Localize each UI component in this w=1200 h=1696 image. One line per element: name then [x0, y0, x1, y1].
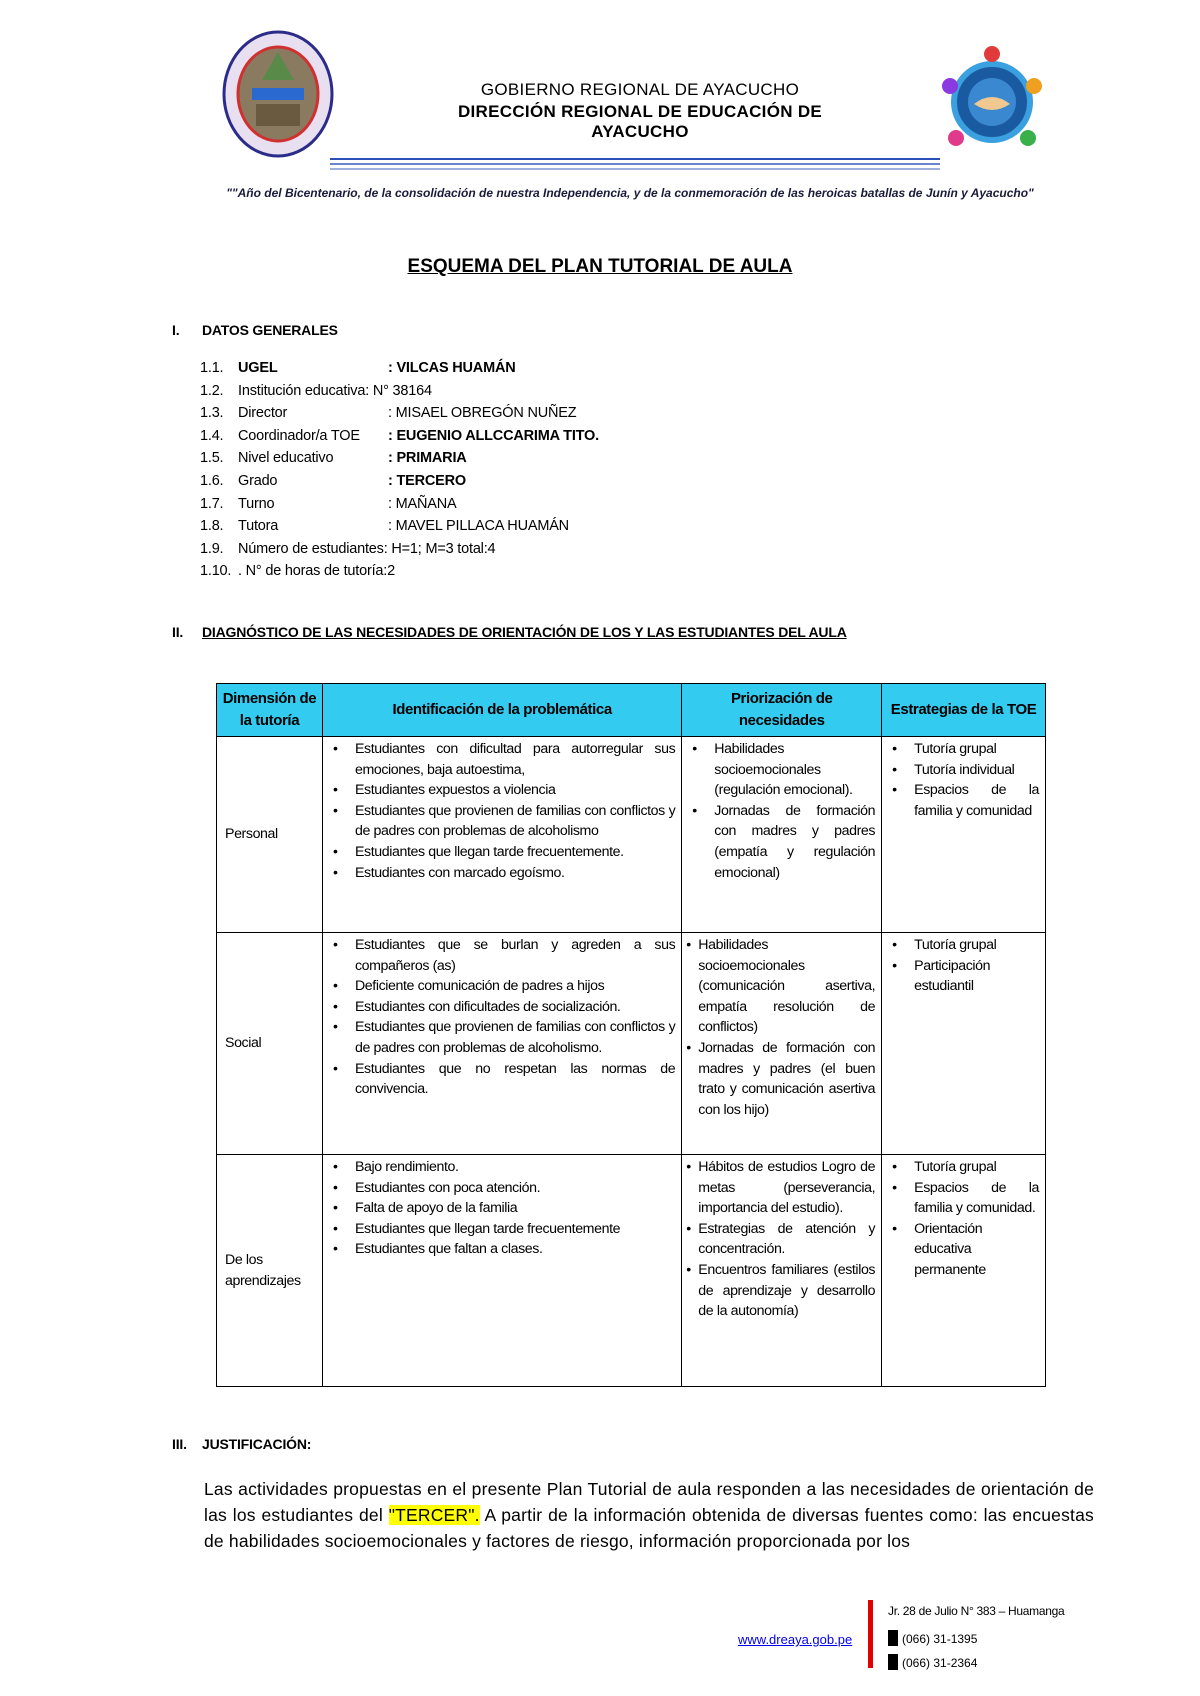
needs-cell — [682, 933, 882, 1155]
grade-highlight: "TERCER". — [388, 1505, 480, 1525]
dimension-cell: Social — [217, 933, 323, 1155]
list-item: • Jornadas de formación con madres y padres (empatía y regulación emocional) — [714, 801, 875, 883]
strategies-cell — [882, 737, 1046, 933]
section-1-title: DATOS GENERALES — [202, 322, 338, 338]
ugel-logo — [222, 30, 334, 158]
list-item: • Estudiantes con dificultades de socialización. — [355, 997, 675, 1018]
section-3-heading — [172, 1436, 311, 1452]
list-item: • Deficiente comunicación de padres a hijos — [355, 976, 675, 997]
table-row — [217, 933, 1046, 1155]
section-2-number: II. — [172, 624, 184, 640]
problems-cell — [322, 1155, 681, 1387]
general-item: 1.1. UGEL : VILCAS HUAMÁN — [200, 360, 516, 376]
dimension-cell: Personal — [217, 737, 323, 933]
list-item: • Estudiantes con dificultad para autorregular sus emociones, baja autoestima, — [355, 739, 675, 780]
header-rule — [330, 158, 940, 173]
problems-cell — [322, 933, 681, 1155]
general-item: 1.10. . N° de horas de tutoría:2 — [200, 563, 395, 580]
strategies-cell — [882, 1155, 1046, 1387]
general-item: 1.4. Coordinador/a TOE : EUGENIO ALLCCARIMA TITO. — [200, 427, 599, 444]
section-2-heading — [172, 624, 847, 640]
list-item: • Espacios de la familia y comunidad. — [914, 1178, 1039, 1219]
needs-cell — [682, 737, 882, 933]
footer-address: Jr. 28 de Julio N° 383 – Huamanga — [888, 1604, 1065, 1618]
list-item: • Tutoría grupal — [914, 935, 1039, 956]
justification-paragraph: Las actividades propuestas en el presente Plan Tutorial de aula responden a las necesidades de orientación de las los estudiantes del "TERCER". A partir de la información obtenida de diversas fuentes como: las encuestas de habilidades socioemocionales y factores de riesgo, información proporcionada por los — [204, 1479, 1094, 1551]
needs-cell — [682, 1155, 882, 1387]
list-item: • Bajo rendimiento. — [355, 1157, 675, 1178]
header-region: AYACUCHO — [591, 122, 689, 141]
section-3-title: JUSTIFICACIÓN: — [202, 1436, 312, 1452]
general-item: 1.6. Grado : TERCERO — [200, 472, 466, 489]
header-government: GOBIERNO REGIONAL DE AYACUCHO — [480, 80, 800, 99]
document-title: ESQUEMA DEL PLAN TUTORIAL DE AULA — [407, 256, 793, 277]
phone-icon — [888, 1654, 898, 1670]
list-item: • Tutoría individual — [914, 760, 1039, 781]
list-item: • Estudiantes que llegan tarde frecuentemente — [355, 1219, 675, 1240]
section-2-title: DIAGNÓSTICO DE LAS NECESIDADES DE ORIENTACIÓN DE LOS Y LAS ESTUDIANTES DEL AULA — [202, 624, 847, 640]
website-link[interactable]: www.dreaya.gob.pe — [738, 1632, 853, 1647]
list-item: • Estudiantes que no respetan las normas de convivencia. — [355, 1059, 675, 1100]
list-item: • Participación estudiantil — [914, 956, 1039, 997]
general-item: 1.3. Director : MISAEL OBREGÓN NUÑEZ — [200, 405, 577, 422]
col-header-problems: Identificación de la problemática — [322, 684, 681, 737]
footer-divider — [868, 1600, 873, 1668]
col-header-dimension: Dimensión de la tutoría — [217, 684, 323, 737]
strategies-cell — [882, 933, 1046, 1155]
general-item: 1.2. Institución educativa: N° 38164 — [200, 382, 432, 399]
list-item: • Encuentros familiares (estilos de aprendizaje y desarrollo de la autonomía) — [698, 1260, 875, 1322]
list-item: • Orientación educativa permanente — [914, 1219, 1039, 1281]
section-3-number: III. — [172, 1436, 187, 1452]
table-row — [217, 737, 1046, 933]
footer-phone-2: (066) 31-2364 — [888, 1654, 977, 1670]
list-item: • Estudiantes que se burlan y agreden a sus compañeros (as) — [355, 935, 675, 976]
list-item: • Estudiantes que provienen de familias con conflictos y de padres con problemas de alcoholismo — [355, 801, 675, 842]
col-header-needs: Priorización de necesidades — [682, 684, 882, 737]
list-item: • Estudiantes con marcado egoísmo. — [355, 863, 675, 884]
list-item: • Estudiantes que provienen de familias con conflictos y de padres con problemas de alcoholismo. — [355, 1017, 675, 1058]
general-item: 1.7. Turno : MAÑANA — [200, 495, 457, 512]
year-motto: ""Año del Bicentenario, de la consolidación de nuestra Independencia, y de la conmemoración de las heroicas batallas de Junín y Ayacucho" — [226, 186, 1034, 200]
dimension-cell: De los aprendizajes — [217, 1155, 323, 1387]
problems-cell — [322, 737, 681, 933]
general-item: 1.9. Número de estudiantes: H=1; M=3 total:4 — [200, 540, 496, 557]
list-item: • Estrategias de atención y concentración. — [698, 1219, 875, 1260]
list-item: • Jornadas de formación con madres y padres (el buen trato y comunicación asertiva con los hijo) — [698, 1038, 875, 1120]
col-header-strategies: Estrategias de la TOE — [882, 684, 1046, 737]
header-direction: DIRECCIÓN REGIONAL DE EDUCACIÓN DE — [457, 102, 823, 121]
table-row — [217, 1155, 1046, 1387]
list-item: • Tutoría grupal — [914, 739, 1039, 760]
phone-icon — [888, 1630, 898, 1646]
dre-logo — [936, 42, 1048, 162]
general-item: 1.5. Nivel educativo : PRIMARIA — [200, 450, 467, 467]
list-item: • Estudiantes expuestos a violencia — [355, 780, 675, 801]
list-item: • Habilidades socioemocionales (comunicación asertiva, empatía resolución de conflictos) — [698, 935, 875, 1038]
list-item: • Estudiantes que llegan tarde frecuentemente. — [355, 842, 675, 863]
list-item: • Tutoría grupal — [914, 1157, 1039, 1178]
list-item: • Falta de apoyo de la familia — [355, 1198, 675, 1219]
section-1-heading — [172, 322, 338, 338]
list-item: • Estudiantes que faltan a clases. — [355, 1239, 675, 1260]
general-data-list — [200, 360, 599, 586]
diagnosis-table — [216, 683, 1046, 1387]
table-header-row — [217, 684, 1046, 737]
list-item: • Estudiantes con poca atención. — [355, 1178, 675, 1199]
general-item: 1.8. Tutora : MAVEL PILLACA HUAMÁN — [200, 518, 569, 535]
footer-phone-1: (066) 31-1395 — [888, 1630, 977, 1646]
list-item: • Espacios de la familia y comunidad — [914, 780, 1039, 821]
list-item: • Habilidades socioemocionales (regulación emocional). — [714, 739, 875, 801]
section-1-number: I. — [172, 322, 180, 338]
list-item: • Hábitos de estudios Logro de metas (perseverancia, importancia del estudio). — [698, 1157, 875, 1219]
